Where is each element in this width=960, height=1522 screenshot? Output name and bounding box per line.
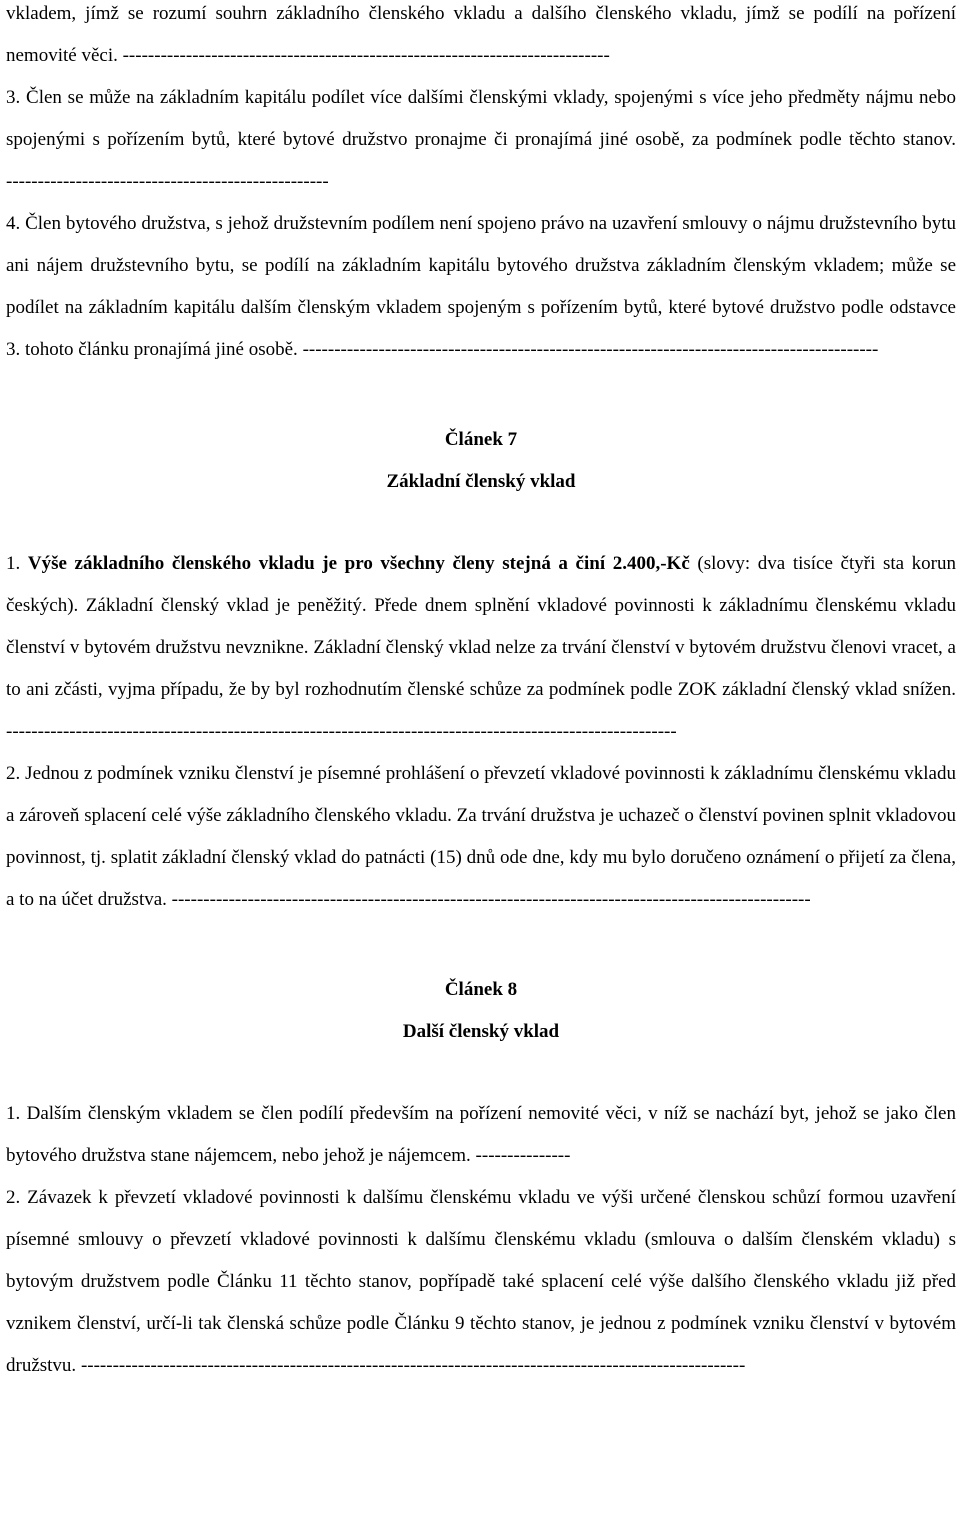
paragraph-text: 2. Jednou z podmínek vzniku členství je písemné prohlášení o převzetí vkladové povinnosti k základnímu členskému vkladu a zároveň splacení celé výše základního členského vkladu. Za trvání družstva je uchazeč o členství povinen splnit vkladovou povinnost, tj. splatit základní členský vklad do patnácti (15) dnů ode dne, kdy mu bylo doručeno oznámení o přijetí za člena, a to na účet družstva. [6,763,956,910]
paragraph-text: (slovy: dva tisíce čtyři sta korun českých). Základní členský vklad je peněžitý. Přede dnem splnění vkladové povinnosti k základnímu členskému vkladu členství v bytovém družstvu nevznikne. Základní členský vklad nelze za trvání členství v bytovém družstvu členovi vracet, a to ani zčásti, vyjma případu, že by byl rozhodnutím členské schůze za podmínek podle ZOK základní členský vklad snížen. [6,553,957,700]
paragraph-4 [6,203,956,371]
article-title: Další členský vklad [402,1021,560,1042]
paragraph-number: 1. [6,553,28,574]
dash-filler: ------------------------------------------------------------------------------------------- [302,339,879,360]
dash-filler: ---------------------------------------------------------------------------------------------------------- [6,721,677,742]
paragraph-text: 2. Závazek k převzetí vkladové povinnosti k dalšímu členskému vkladu ve výši určené členskou schůzí formou uzavření písemné smlouvy o převzetí vkladové povinnosti k dalšímu členskému vkladu (smlouva o dalším členském vkladu) s bytovým družstvem podle Článku 11 těchto stanov, popřípadě také splacení celé výše dalšího členského vkladu již před vznikem členství, určí-li tak členská schůze podle Článku 9 těchto stanov, je jednou z podmínek vzniku členství v bytovém družstvu. [6,1187,956,1376]
paragraph-text: 1. Dalším členským vkladem se člen podílí především na pořízení nemovité věci, v níž se nachází byt, jehož se jako člen bytového družstva stane nájemcem, nebo jehož je nájemcem. [6,1103,956,1166]
article-number: Článek 7 [444,429,518,450]
bold-statement: Výše základního členského vkladu je pro všechny členy stejná a činí 2.400,-Kč [27,553,690,574]
article-8-heading [6,969,956,1053]
paragraph-text: 3. Člen se může na základním kapitálu podílet více dalšími členskými vklady, spojenými s více jeho předměty nájmu nebo spojenými s pořízením bytů, které bytové družstvo pronajme či pronajímá jiné osobě, za podmínek podle těchto stanov. [6,87,956,150]
dash-filler: --------------- [475,1145,571,1166]
article-7-heading [6,419,956,503]
article-8-paragraph-2 [6,1177,956,1387]
article-7-paragraph-1 [6,543,956,753]
article-7-paragraph-2 [6,753,956,921]
dash-filler: --------------------------------------------------- [6,171,329,192]
document-page [6,0,956,1387]
paragraph-3 [6,77,956,203]
article-title: Základní členský vklad [386,471,576,492]
dash-filler: ----------------------------------------------------------------------------------------------------- [171,889,811,910]
dash-filler: --------------------------------------------------------------------------------------------------------- [80,1355,746,1376]
paragraph-text: 4. Člen bytového družstva, s jehož družstevním podílem není spojeno právo na uzavření smlouvy o nájmu družstevního bytu ani nájem družstevního bytu, se podílí na základním kapitálu bytového družstva základním členským vkladem; může se podílet na základním kapitálu dalším členským vkladem spojeným s pořízením bytů, které bytové družstvo podle odstavce 3. tohoto článku pronajímá jiné osobě. [6,213,956,360]
article-number: Článek 8 [444,979,518,1000]
dash-filler: ----------------------------------------------------------------------------- [122,45,610,66]
paragraph-intro [6,0,956,77]
article-8-paragraph-1 [6,1093,956,1177]
paragraph-text: vkladem, jímž se rozumí souhrn základního členského vkladu a dalšího členského vkladu, jímž se podílí na pořízení nemovité věci. [6,3,956,66]
